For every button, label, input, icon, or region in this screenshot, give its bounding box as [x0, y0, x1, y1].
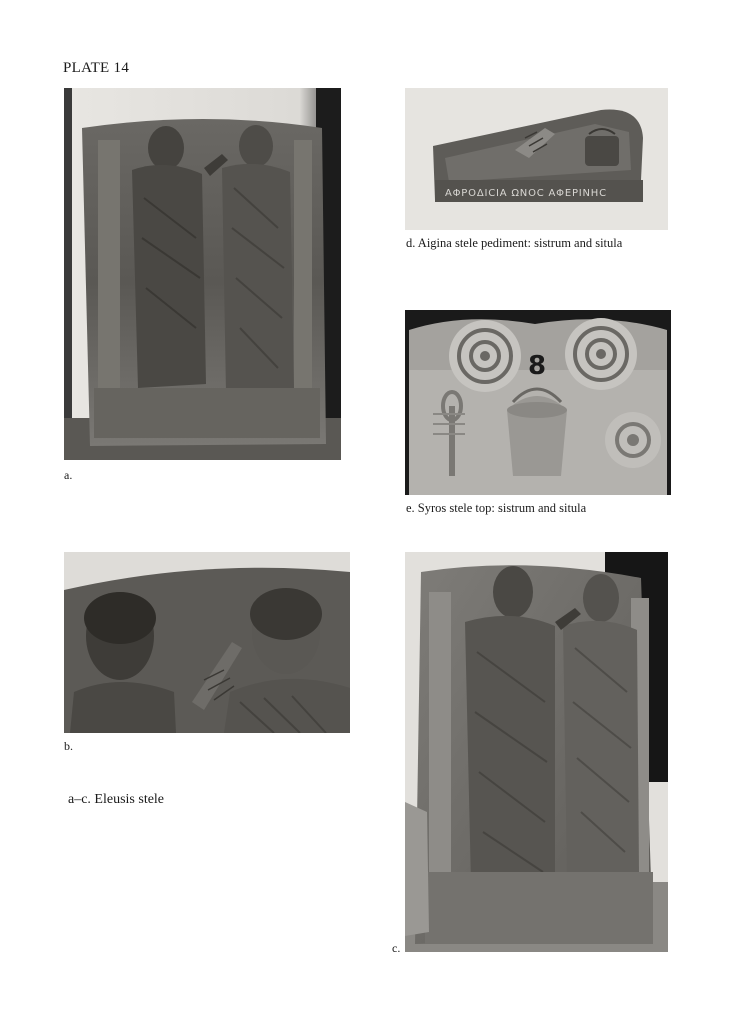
aigina-inscription: ΑΦΡΟΔΙCΙΑ ΩΝΟC ΑΦΕΡΙΝΗC: [445, 188, 607, 199]
photo-a-eleusis-stele: [64, 88, 341, 460]
photo-b-eleusis-heads-detail: [64, 552, 350, 733]
group-caption-eleusis: a–c. Eleusis stele: [68, 792, 165, 807]
photo-d-aigina-pediment: [405, 88, 668, 230]
figure-c-label: c.: [392, 941, 401, 955]
svg-text:8: 8: [527, 351, 547, 381]
photo-e-syros-stele-top: [405, 310, 671, 495]
figure-d-caption: d. Aigina stele pediment: sistrum and situla: [406, 236, 623, 250]
figure-b-label: b.: [64, 739, 73, 753]
figure-e-caption: e. Syros stele top: sistrum and situla: [406, 501, 587, 515]
figure-a-label: a.: [64, 468, 73, 482]
plate-title: PLATE 14: [63, 60, 130, 76]
photo-c-eleusis-stele: [405, 552, 668, 952]
